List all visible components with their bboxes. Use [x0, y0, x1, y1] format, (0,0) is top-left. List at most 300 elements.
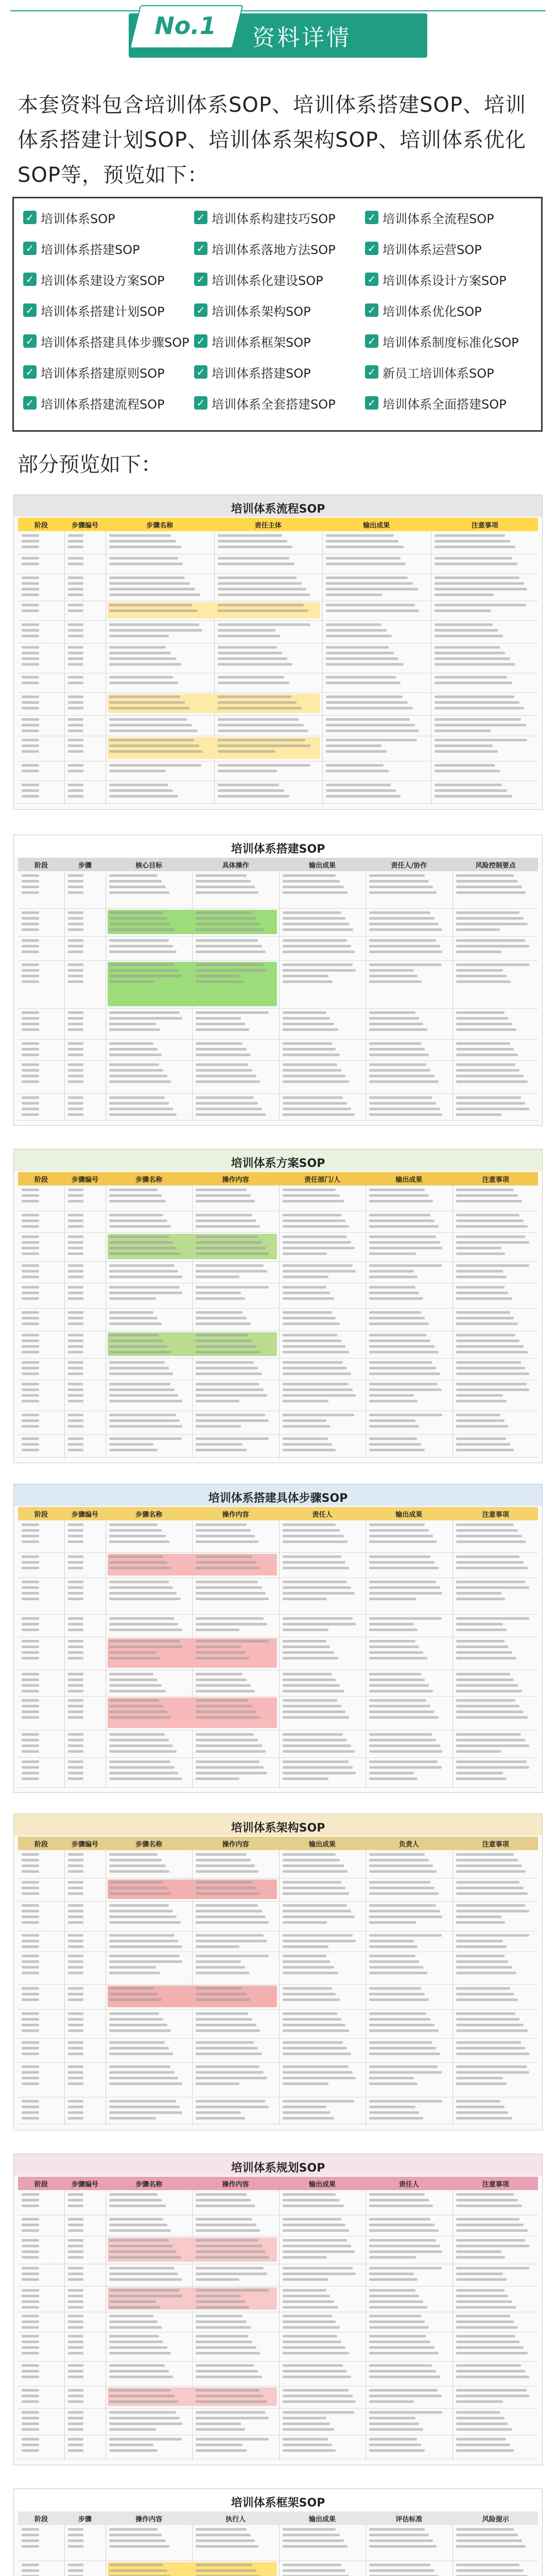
- text-placeholder: [68, 1028, 83, 1031]
- text-placeholder: [326, 701, 408, 704]
- text-placeholder: [456, 1388, 529, 1391]
- text-placeholder: [68, 917, 83, 920]
- text-placeholder: [22, 1394, 39, 1397]
- text-placeholder: [109, 2278, 182, 2281]
- text-placeholder: [196, 1760, 259, 1763]
- table-header-cell: 步骤编号: [71, 1176, 98, 1184]
- text-placeholder: [218, 750, 275, 753]
- text-placeholder: [22, 2047, 39, 2049]
- text-placeholder: [68, 2417, 83, 2419]
- text-placeholder: [283, 1555, 341, 1558]
- text-placeholder: [196, 1048, 247, 1050]
- text-placeholder: [369, 1042, 421, 1045]
- text-placeholder: [369, 1617, 442, 1620]
- text-placeholder: [283, 1993, 336, 1995]
- text-placeholder: [68, 718, 83, 721]
- text-placeholder: [196, 1561, 256, 1564]
- text-placeholder: [196, 1904, 257, 1907]
- text-placeholder: [283, 1651, 334, 1654]
- table-row: [18, 936, 538, 961]
- text-placeholder: [22, 1998, 39, 2001]
- text-placeholder: [109, 1955, 180, 1957]
- text-placeholder: [196, 1535, 254, 1537]
- text-placeholder: [283, 1449, 336, 1451]
- text-placeholder: [456, 2289, 505, 2292]
- text-placeholder: [68, 2528, 83, 2531]
- contents-item-label: 培训体系框架SOP: [212, 335, 311, 350]
- text-placeholder: [109, 1286, 180, 1289]
- text-placeholder: [109, 1414, 176, 1416]
- text-placeholder: [22, 2229, 39, 2232]
- text-placeholder: [283, 2065, 349, 2068]
- text-placeholder: [456, 1235, 525, 1238]
- table-row: [18, 1060, 538, 1094]
- text-placeholder: [456, 939, 525, 942]
- text-placeholder: [68, 886, 83, 888]
- text-placeholder: [109, 1945, 182, 1948]
- text-placeholder: [369, 1940, 413, 1942]
- text-placeholder: [68, 1241, 83, 1244]
- text-placeholder: [22, 2012, 39, 2015]
- text-placeholder: [68, 1960, 83, 1963]
- text-placeholder: [456, 1881, 520, 1884]
- text-placeholder: [456, 1361, 522, 1364]
- text-placeholder: [68, 1394, 83, 1397]
- text-placeholder: [196, 2267, 263, 2269]
- text-placeholder: [283, 2569, 345, 2572]
- text-placeholder: [109, 594, 200, 596]
- text-placeholder: [22, 534, 39, 537]
- text-placeholder: [22, 594, 39, 596]
- text-placeholder: [109, 1069, 163, 1072]
- text-placeholder: [196, 2024, 256, 2026]
- text-placeholder: [283, 923, 350, 925]
- text-placeholder: [435, 795, 512, 798]
- text-placeholder: [22, 1388, 39, 1391]
- text-placeholder: [283, 1934, 353, 1937]
- text-placeholder: [283, 2306, 338, 2309]
- text-placeholder: [22, 2218, 39, 2221]
- checkbox-icon: ✓: [365, 211, 378, 224]
- checkbox-icon: ✓: [194, 365, 207, 379]
- text-placeholder: [218, 623, 311, 626]
- text-placeholder: [283, 2389, 349, 2392]
- text-placeholder: [22, 1286, 39, 1289]
- text-placeholder: [196, 1987, 242, 1990]
- text-placeholder: [196, 1023, 245, 1025]
- text-placeholder: [196, 939, 257, 942]
- text-placeholder: [456, 2229, 528, 2232]
- text-placeholder: [196, 1443, 242, 1446]
- text-placeholder: [369, 1340, 430, 1342]
- text-placeholder: [22, 891, 39, 894]
- preview-card: [13, 1149, 543, 1463]
- text-placeholder: [196, 1555, 252, 1558]
- text-placeholder: [369, 1264, 442, 1267]
- text-placeholder: [369, 1629, 418, 1631]
- text-placeholder: [456, 1777, 507, 1780]
- text-placeholder: [369, 1586, 440, 1589]
- text-placeholder: [456, 1529, 518, 1532]
- checkbox-icon: ✓: [23, 242, 37, 255]
- contents-item: [365, 238, 482, 259]
- text-placeholder: [369, 1241, 440, 1244]
- text-placeholder: [369, 1960, 419, 1963]
- text-placeholder: [109, 2300, 156, 2303]
- text-placeholder: [22, 1383, 39, 1385]
- text-placeholder: [22, 2024, 39, 2026]
- text-placeholder: [435, 563, 517, 565]
- text-placeholder: [369, 1739, 436, 1741]
- text-placeholder: [68, 1865, 83, 1867]
- text-placeholder: [196, 1916, 266, 1918]
- text-placeholder: [68, 1892, 83, 1895]
- text-placeholder: [283, 2229, 350, 2232]
- text-placeholder: [456, 1673, 510, 1675]
- text-placeholder: [68, 1449, 83, 1451]
- text-placeholder: [369, 2205, 433, 2207]
- text-placeholder: [456, 1323, 518, 1325]
- text-placeholder: [22, 1372, 39, 1375]
- text-placeholder: [109, 2422, 182, 2425]
- text-placeholder: [22, 928, 39, 931]
- text-placeholder: [68, 707, 83, 709]
- contents-item: [23, 330, 189, 352]
- text-placeholder: [456, 2071, 529, 2074]
- text-placeholder: [22, 1011, 39, 1014]
- text-placeholder: [68, 1414, 83, 1416]
- text-placeholder: [196, 2444, 242, 2446]
- text-placeholder: [369, 2400, 413, 2403]
- text-placeholder: [22, 2224, 39, 2226]
- text-placeholder: [68, 1987, 83, 1990]
- text-placeholder: [369, 2346, 435, 2349]
- text-placeholder: [196, 1744, 262, 1747]
- text-placeholder: [68, 911, 83, 914]
- text-placeholder: [68, 2012, 83, 2015]
- table-header-cell: 阶段: [34, 1176, 48, 1184]
- text-placeholder: [369, 1972, 427, 1974]
- text-placeholder: [109, 1998, 162, 2001]
- text-placeholder: [22, 1449, 39, 1451]
- text-placeholder: [369, 1311, 421, 1314]
- text-placeholder: [369, 1383, 438, 1385]
- text-placeholder: [326, 629, 387, 632]
- text-placeholder: [22, 629, 39, 632]
- text-placeholder: [283, 2438, 328, 2441]
- text-placeholder: [326, 696, 403, 698]
- text-placeholder: [326, 540, 398, 543]
- text-placeholder: [22, 2071, 39, 2074]
- text-placeholder: [68, 1772, 83, 1774]
- table-header-row: [18, 2512, 538, 2525]
- text-placeholder: [196, 1699, 248, 1702]
- table-row: [18, 1261, 538, 1283]
- checkbox-icon: ✓: [23, 303, 37, 317]
- text-placeholder: [109, 1993, 158, 1995]
- text-placeholder: [109, 2539, 166, 2542]
- table-row: [18, 1901, 538, 1931]
- text-placeholder: [283, 1194, 340, 1197]
- text-placeholder: [218, 563, 294, 565]
- table-row: [18, 2264, 538, 2286]
- text-placeholder: [22, 1334, 39, 1336]
- text-placeholder: [196, 1449, 247, 1451]
- text-placeholder: [196, 1063, 248, 1066]
- text-placeholder: [68, 1598, 83, 1600]
- text-placeholder: [369, 1772, 413, 1774]
- text-placeholder: [283, 1096, 343, 1099]
- table-row: [18, 1552, 538, 1578]
- text-placeholder: [435, 557, 512, 560]
- text-placeholder: [435, 588, 528, 590]
- table-header-cell: 注意事项: [482, 1511, 509, 1519]
- table-header-row: [18, 1507, 538, 1520]
- text-placeholder: [283, 1657, 338, 1659]
- text-placeholder: [68, 1673, 83, 1675]
- text-placeholder: [22, 2041, 39, 2044]
- text-placeholder: [435, 789, 507, 792]
- text-placeholder: [369, 1048, 425, 1050]
- text-placeholder: [68, 2539, 83, 2542]
- contents-item: [23, 361, 165, 383]
- table-row: [18, 2332, 538, 2362]
- text-placeholder: [369, 1690, 433, 1692]
- table-row: [18, 1696, 538, 1731]
- text-placeholder: [68, 2315, 83, 2317]
- text-placeholder: [68, 1710, 83, 1713]
- text-placeholder: [283, 1361, 343, 1364]
- text-placeholder: [369, 1189, 425, 1191]
- text-placeholder: [283, 1623, 356, 1625]
- text-placeholder: [109, 2449, 158, 2452]
- text-placeholder: [196, 1998, 251, 2001]
- text-placeholder: [456, 2111, 509, 2114]
- text-placeholder: [283, 2364, 343, 2367]
- text-placeholder: [109, 1437, 182, 1440]
- text-placeholder: [109, 2106, 180, 2108]
- text-placeholder: [109, 1200, 166, 1202]
- text-placeholder: [68, 1940, 83, 1942]
- text-placeholder: [68, 980, 83, 983]
- text-placeholder: [369, 2534, 429, 2536]
- checkbox-icon: ✓: [365, 242, 378, 255]
- text-placeholder: [456, 975, 507, 977]
- text-placeholder: [456, 1011, 505, 1014]
- text-placeholder: [109, 1623, 178, 1625]
- contents-item-label: 培训体系搭建SOP: [41, 242, 140, 257]
- text-placeholder: [196, 2218, 252, 2221]
- text-placeholder: [369, 2239, 436, 2242]
- text-placeholder: [22, 969, 39, 972]
- text-placeholder: [22, 724, 39, 726]
- text-placeholder: [369, 1214, 430, 1216]
- text-placeholder: [369, 1270, 413, 1273]
- table-row: [18, 673, 538, 693]
- text-placeholder: [68, 540, 83, 543]
- text-placeholder: [369, 2029, 438, 2032]
- text-placeholder: [68, 1705, 83, 1707]
- table-header-cell: 步骤名称: [135, 2180, 163, 2189]
- text-placeholder: [196, 1892, 260, 1895]
- table-row: [18, 620, 538, 643]
- checkbox-icon: ✓: [194, 303, 207, 317]
- text-placeholder: [456, 1617, 529, 1620]
- text-placeholder: [196, 2106, 269, 2108]
- text-placeholder: [68, 2395, 83, 2397]
- text-placeholder: [196, 1388, 263, 1391]
- text-placeholder: [68, 1292, 83, 1294]
- text-placeholder: [326, 718, 410, 721]
- text-placeholder: [68, 939, 83, 942]
- text-placeholder: [68, 2267, 83, 2269]
- text-placeholder: [68, 1011, 83, 1014]
- text-placeholder: [283, 1023, 334, 1025]
- text-placeholder: [283, 1219, 345, 1222]
- text-placeholder: [196, 2438, 269, 2441]
- text-placeholder: [218, 718, 299, 721]
- text-placeholder: [283, 1540, 348, 1543]
- text-placeholder: [68, 1972, 83, 1974]
- text-placeholder: [22, 1561, 39, 1564]
- text-placeholder: [283, 880, 340, 883]
- text-placeholder: [283, 1011, 326, 1014]
- text-placeholder: [369, 1276, 418, 1278]
- text-placeholder: [369, 1673, 421, 1675]
- text-placeholder: [456, 1904, 525, 1907]
- text-placeholder: [68, 2245, 83, 2247]
- text-placeholder: [435, 582, 525, 585]
- text-placeholder: [218, 540, 288, 543]
- text-placeholder: [22, 718, 39, 721]
- text-placeholder: [369, 2428, 423, 2431]
- text-placeholder: [68, 1651, 83, 1654]
- contents-item: [365, 299, 482, 321]
- text-placeholder: [369, 2376, 440, 2378]
- table-header-cell: 阶段: [34, 2515, 48, 2523]
- text-placeholder: [22, 2117, 39, 2120]
- text-placeholder: [369, 1449, 425, 1451]
- text-placeholder: [326, 730, 419, 732]
- table-header-cell: 操作内容: [222, 1176, 249, 1184]
- text-placeholder: [109, 1017, 182, 1020]
- text-placeholder: [369, 1372, 440, 1375]
- text-placeholder: [68, 2224, 83, 2226]
- text-placeholder: [283, 1710, 345, 1713]
- text-placeholder: [283, 1400, 329, 1402]
- table-row: [18, 2236, 538, 2264]
- text-placeholder: [22, 2077, 39, 2079]
- text-placeholder: [22, 795, 39, 798]
- text-placeholder: [68, 2389, 83, 2392]
- contents-item: [365, 268, 507, 290]
- text-placeholder: [456, 1865, 522, 1867]
- text-placeholder: [456, 1766, 529, 1769]
- text-placeholder: [22, 1345, 39, 1348]
- table-header-cell: 阶段: [34, 1840, 48, 1849]
- text-placeholder: [109, 676, 173, 679]
- table-row: [18, 1614, 538, 1637]
- text-placeholder: [68, 1540, 83, 1543]
- text-placeholder: [283, 2326, 340, 2329]
- text-placeholder: [22, 1646, 39, 1648]
- text-placeholder: [109, 1311, 153, 1314]
- text-placeholder: [22, 2029, 39, 2032]
- text-placeholder: [68, 1760, 83, 1763]
- contents-item: [194, 238, 336, 259]
- text-placeholder: [68, 1623, 83, 1625]
- text-placeholder: [456, 2278, 507, 2281]
- text-placeholder: [196, 975, 239, 977]
- text-placeholder: [196, 2289, 269, 2292]
- text-placeholder: [283, 1733, 343, 1736]
- text-placeholder: [369, 1910, 440, 1912]
- text-placeholder: [109, 1241, 173, 1244]
- text-placeholder: [283, 2053, 351, 2055]
- text-placeholder: [109, 1351, 171, 1353]
- preview-card: [13, 1814, 543, 2130]
- table-header-cell: 阶段: [34, 1511, 48, 1519]
- text-placeholder: [68, 1881, 83, 1884]
- text-placeholder: [22, 1235, 39, 1238]
- text-placeholder: [456, 2205, 522, 2207]
- text-placeholder: [68, 2326, 83, 2329]
- text-placeholder: [369, 1966, 423, 1969]
- text-placeholder: [109, 886, 166, 888]
- text-placeholder: [68, 696, 83, 698]
- text-placeholder: [435, 707, 525, 709]
- text-placeholder: [109, 718, 187, 721]
- text-placeholder: [109, 1334, 159, 1336]
- contents-item: [194, 361, 311, 383]
- text-placeholder: [68, 1361, 83, 1364]
- text-placeholder: [283, 1367, 347, 1369]
- checkbox-icon: ✓: [23, 396, 37, 410]
- text-placeholder: [196, 2100, 265, 2103]
- text-placeholder: [22, 1750, 39, 1753]
- text-placeholder: [68, 623, 83, 626]
- text-placeholder: [196, 1673, 242, 1675]
- text-placeholder: [456, 2539, 522, 2542]
- text-placeholder: [283, 1859, 340, 1861]
- text-placeholder: [369, 945, 440, 947]
- text-placeholder: [22, 1760, 39, 1763]
- contents-item: [365, 361, 494, 383]
- text-placeholder: [283, 886, 344, 888]
- text-placeholder: [68, 730, 83, 732]
- text-placeholder: [456, 1334, 516, 1336]
- text-placeholder: [218, 577, 297, 579]
- text-placeholder: [68, 2300, 83, 2303]
- text-placeholder: [283, 2106, 326, 2108]
- text-placeholder: [196, 1766, 263, 1769]
- text-placeholder: [109, 744, 199, 747]
- table-header-row: [18, 2177, 538, 2190]
- text-placeholder: [456, 1586, 529, 1589]
- text-placeholder: [456, 969, 503, 972]
- text-placeholder: [369, 1870, 437, 1873]
- table-row: [18, 1358, 538, 1380]
- text-placeholder: [456, 1760, 527, 1763]
- text-placeholder: [369, 1623, 413, 1625]
- text-placeholder: [68, 557, 83, 560]
- text-placeholder: [109, 1194, 162, 1197]
- text-placeholder: [68, 534, 83, 537]
- text-placeholder: [68, 2289, 83, 2292]
- text-placeholder: [283, 2245, 351, 2247]
- text-placeholder: [196, 2199, 251, 2201]
- text-placeholder: [369, 2047, 436, 2049]
